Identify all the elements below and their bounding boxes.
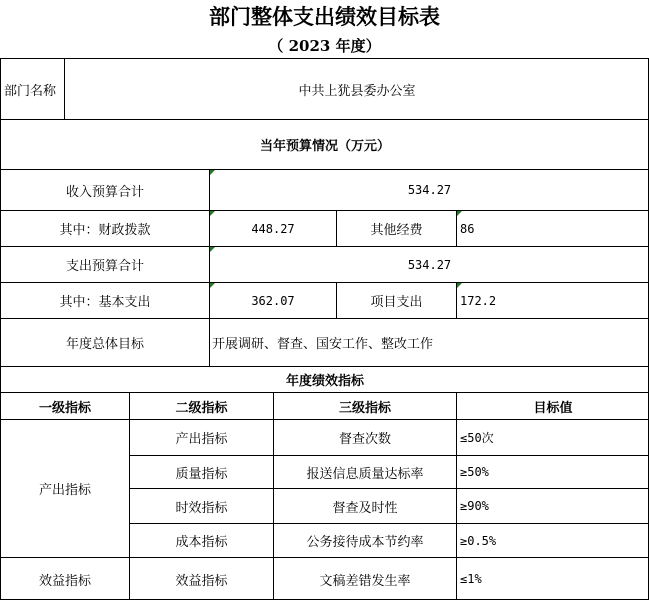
- project-expense-label: 项目支出: [336, 282, 456, 318]
- annual-goal-label: 年度总体目标: [0, 318, 209, 366]
- table-row-level3: 文稿差错发生率: [273, 557, 456, 600]
- header-level3: 三级指标: [273, 392, 456, 419]
- table-row-level2: 成本指标: [129, 523, 273, 557]
- table-row-target: ≥0.5%: [456, 523, 649, 557]
- income-total-label: 收入预算合计: [0, 169, 209, 210]
- annual-goal-value: 开展调研、督查、国安工作、整改工作: [209, 318, 649, 366]
- fiscal-allocation-label: 其中：财政拨款: [0, 210, 209, 246]
- table-row-level2: 时效指标: [129, 488, 273, 523]
- level1-output: 产出指标: [0, 419, 129, 557]
- dept-name-label: 部门名称: [0, 58, 64, 119]
- other-funds-label: 其他经费: [336, 210, 456, 246]
- other-funds-value: 86: [456, 210, 649, 246]
- performance-section-header: 年度绩效指标: [0, 366, 649, 392]
- dept-name-value: 中共上犹县委办公室: [64, 58, 649, 119]
- document-year: （ 2023 年度）: [268, 37, 381, 55]
- table-row-target: ≥90%: [456, 488, 649, 523]
- table-row-level3: 督查及时性: [273, 488, 456, 523]
- level1-benefit: 效益指标: [0, 557, 129, 600]
- table-row-level3: 公务接待成本节约率: [273, 523, 456, 557]
- table-row-target: ≤1%: [456, 557, 649, 600]
- table-row-level3: 报送信息质量达标率: [273, 455, 456, 488]
- budget-section-header: 当年预算情况（万元）: [0, 119, 649, 169]
- expense-total-value: 534.27: [209, 246, 649, 282]
- table-row-target: ≤50次: [456, 419, 649, 455]
- document-title: 部门整体支出绩效目标表: [209, 4, 440, 29]
- project-expense-value: 172.2: [456, 282, 649, 318]
- table-row-level2: 质量指标: [129, 455, 273, 488]
- basic-expense-value: 362.07: [209, 282, 336, 318]
- table-row-target: ≥50%: [456, 455, 649, 488]
- table-row-level2: 效益指标: [129, 557, 273, 600]
- header-level1: 一级指标: [0, 392, 129, 419]
- header-level2: 二级指标: [129, 392, 273, 419]
- table-row-level2: 产出指标: [129, 419, 273, 455]
- header-target: 目标值: [456, 392, 649, 419]
- table-row-level3: 督查次数: [273, 419, 456, 455]
- income-total-value: 534.27: [209, 169, 649, 210]
- fiscal-allocation-value: 448.27: [209, 210, 336, 246]
- expense-total-label: 支出预算合计: [0, 246, 209, 282]
- basic-expense-label: 其中：基本支出: [0, 282, 209, 318]
